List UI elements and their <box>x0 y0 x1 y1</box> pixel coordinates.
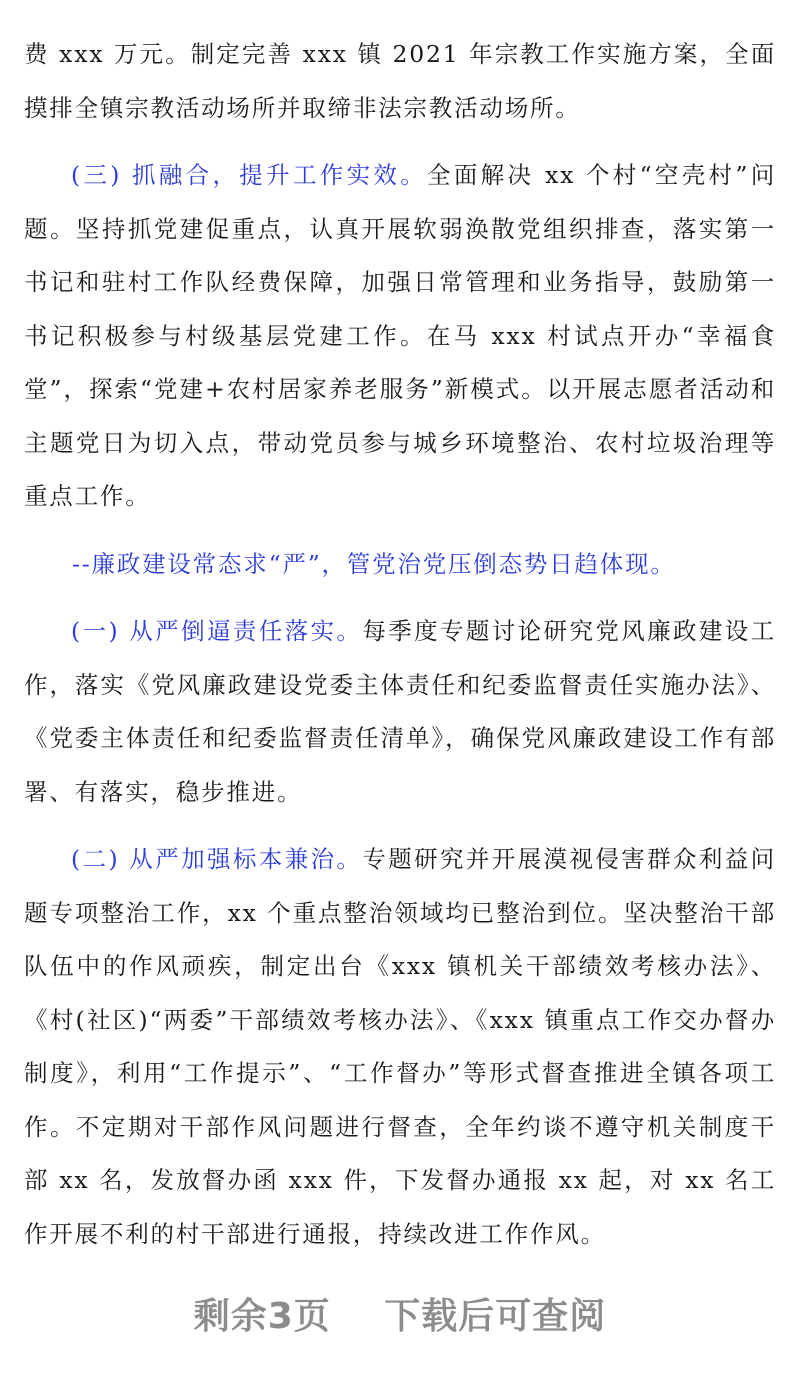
paragraph-heading: (二) 从严加强标本兼治。 <box>71 845 363 873</box>
paragraph-heading: (一) 从严倒逼责任落实。 <box>71 617 363 645</box>
paragraph-integration <box>24 149 776 524</box>
paragraph-text: 全面解决 xx 个村“空壳村”问题。坚持抓党建促重点，认真开展软弱涣散党组织排查，落实第一书记和驻村工作队经费保障，加强日常管理和业务指导，鼓励第一书记积极参与村级基层党建工作。在马 xxx 村试点开办“幸福食堂”，探索“党建+农村居家养老服务”新模式。以开展志愿者活动和主题党日为切入点，带动党员参与城乡环境整治、农村垃圾治理等重点工作。 <box>24 161 777 510</box>
section-heading-integrity: --廉政建设常态求“严”，管党治党压倒态势日趋体现。 <box>72 549 676 578</box>
paragraph-text: 专题研究并开展漠视侵害群众利益问题专项整治工作，xx 个重点整治领域均已整治到位。坚决整治干部队伍中的作风顽疾，制定出台《xxx 镇机关干部绩效考核办法》、《村(社区)“两委”干部绩效考核办法》、《xxx 镇重点工作交办督办制度》，利用“工作提示”、“工作督办”等形式督查推进全镇各项工作。不定期对干部作风问题进行督查，全年约谈不遵守机关制度干部 xx 名，发放督办函 xxx 件，下发督办通报 xx 起，对 xx 名工作开展不利的村干部进行通报，持续改进工作作风。 <box>24 845 776 1248</box>
download-prompt[interactable] <box>0 1288 800 1339</box>
document-body <box>24 28 776 1275</box>
paragraph-religious-work <box>24 28 776 135</box>
paragraph-text: 费 xxx 万元。制定完善 xxx 镇 2021 年宗教工作实施方案，全面摸排全镇宗教活动场所并取缔非法宗教活动场所。 <box>24 40 776 122</box>
download-to-view-label: 下载后可查阅 <box>384 1296 607 1337</box>
paragraph-text: 每季度专题讨论研究党风廉政建设工作，落实《党风廉政建设党委主体责任和纪委监督责任实施办法》、《党委主体责任和纪委监督责任清单》，确保党风廉政建设工作有部署、有落实，稳步推进。 <box>24 617 776 806</box>
paragraph-responsibility <box>24 605 776 819</box>
paragraph-governance <box>24 833 776 1261</box>
paragraph-heading: (三) 抓融合，提升工作实效。 <box>71 161 428 189</box>
remaining-pages-label: 剩余3页 <box>193 1296 331 1337</box>
